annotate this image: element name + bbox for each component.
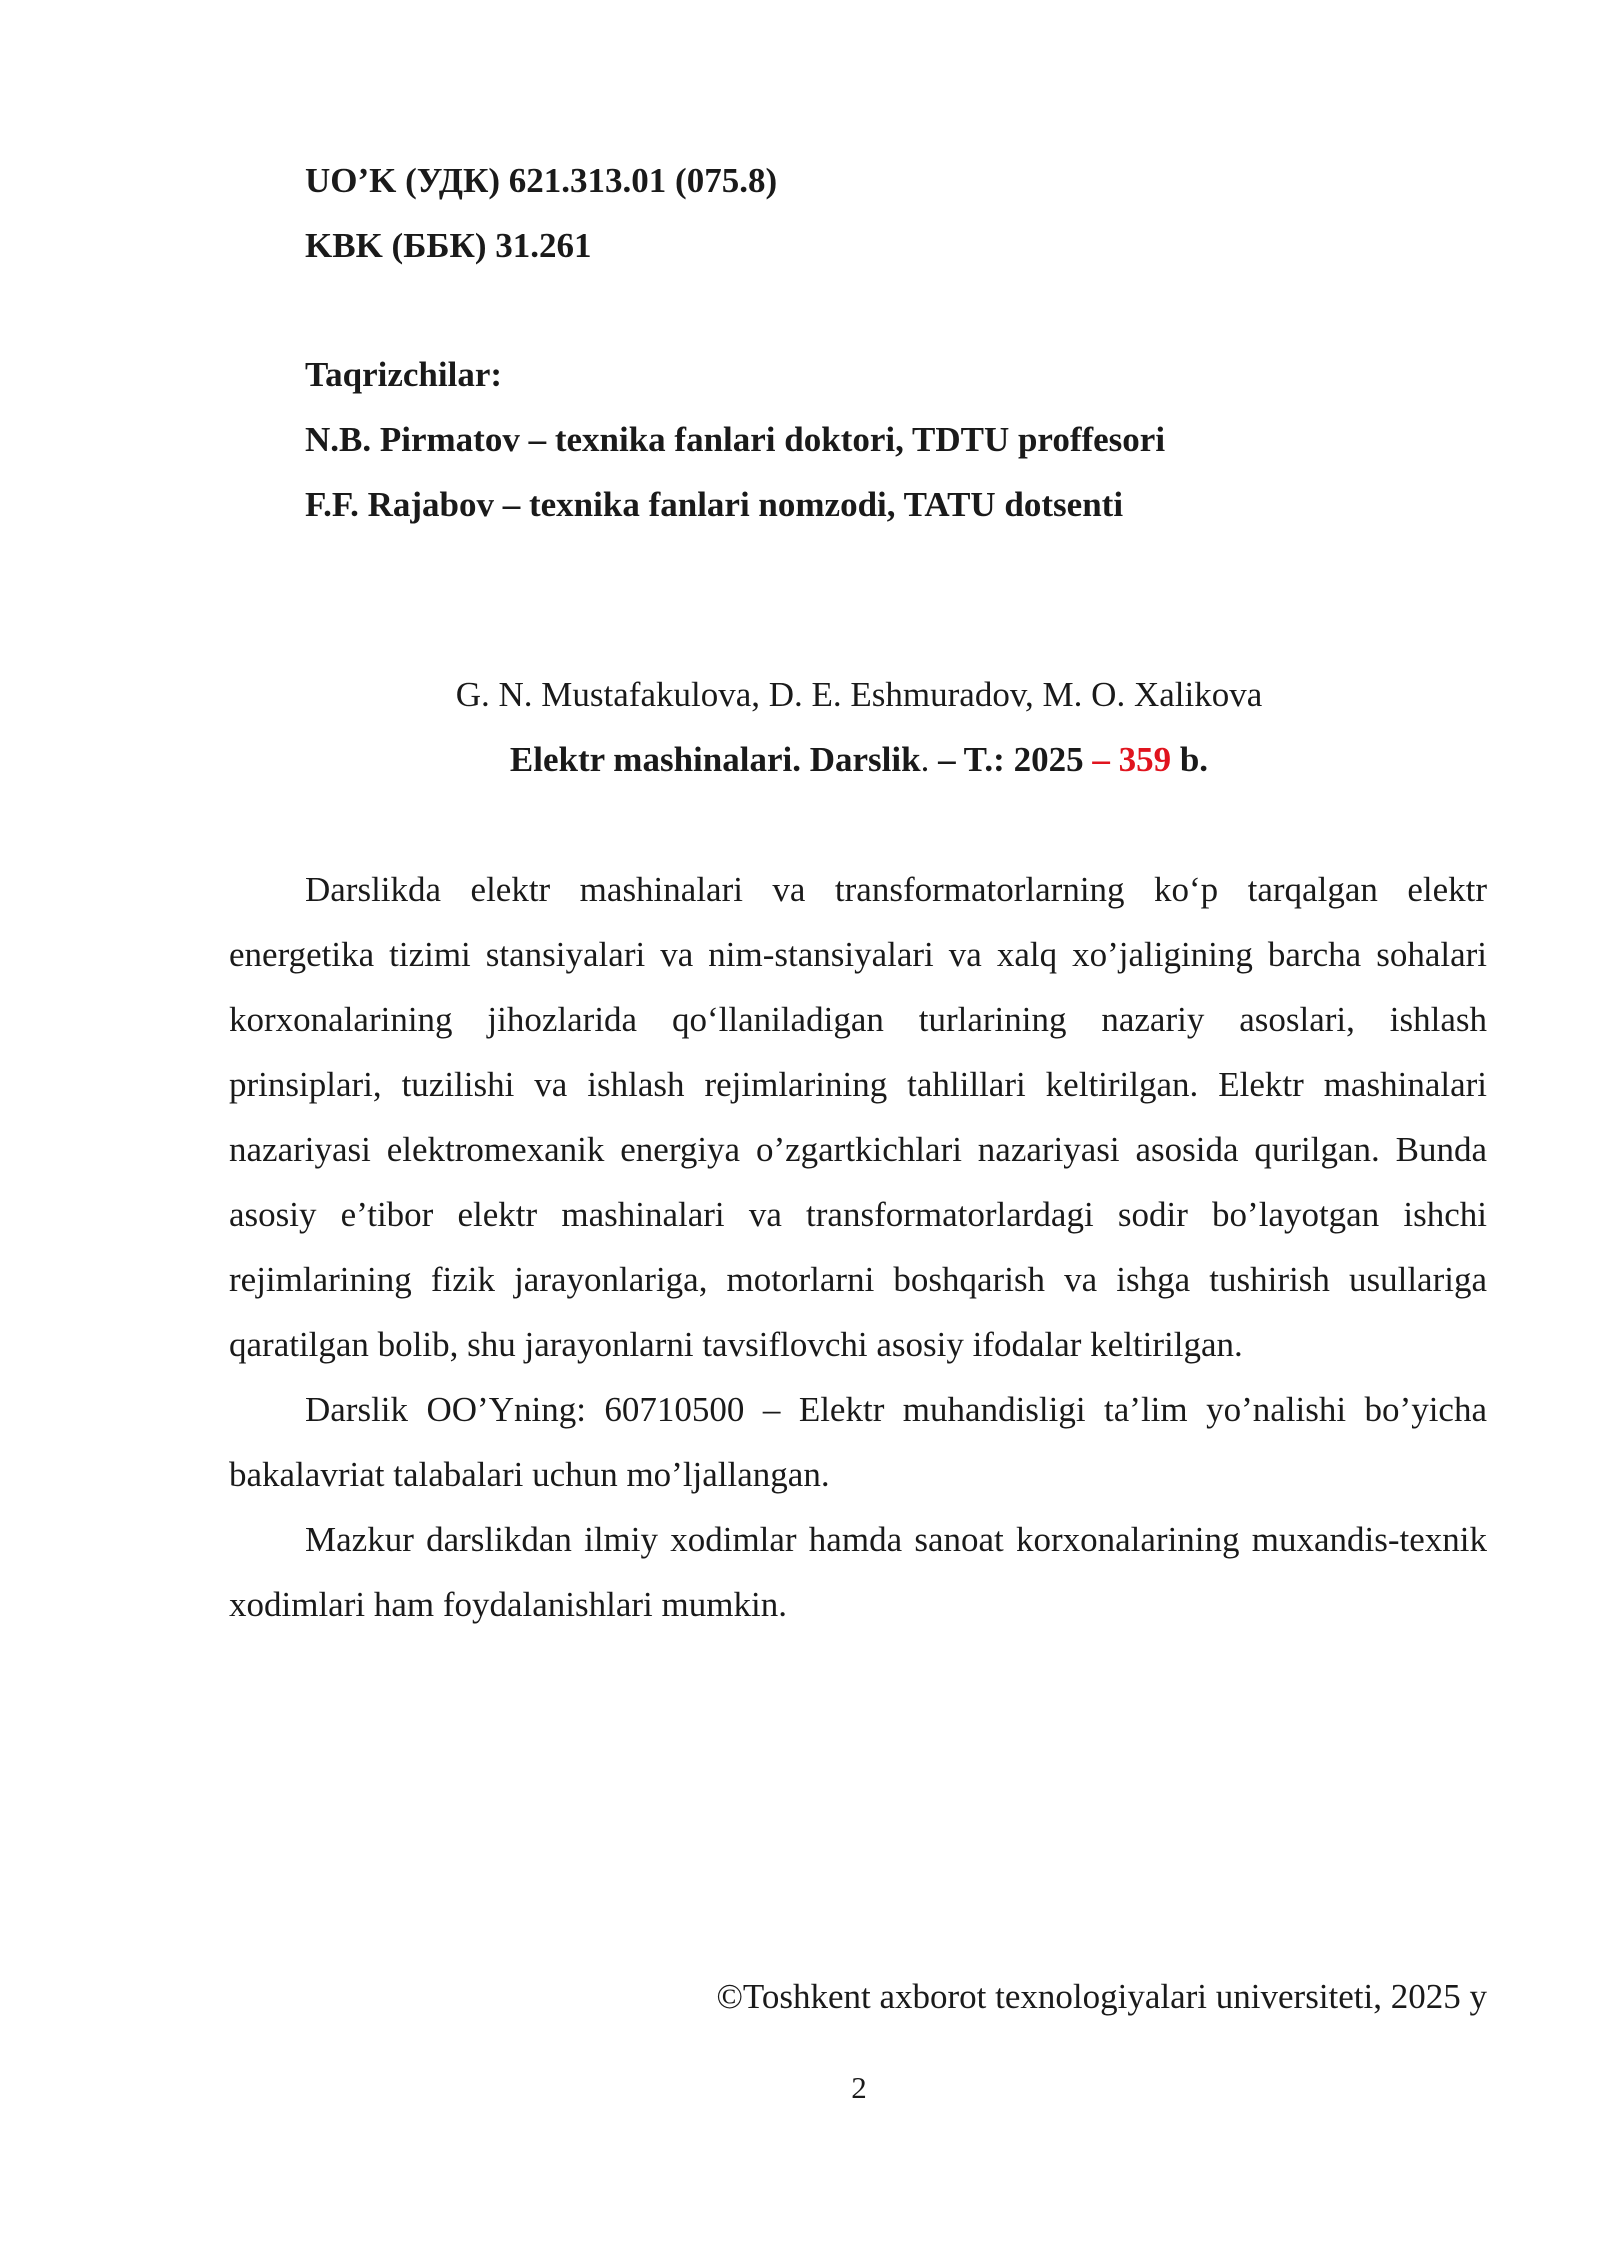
bbk-code: KBK (ББК) 31.261 [305,226,592,265]
reviewers-title: Taqrizchilar: [305,355,503,394]
page-number: 2 [851,2070,867,2105]
abstract-paragraph: Darslik OO’Yning: 60710500 – Elektr muhandisligi ta’lim yo’nalishi bo’yicha bakalavriat talabalari uchun mo’ljallangan. [229,1390,1487,1494]
page-count: 359 [1118,740,1172,779]
reviewer-item: N.B. Pirmatov – texnika fanlari doktori, TDTU proffesori [305,420,1166,459]
copyright-notice: ©Toshkent axborot texnologiyalari universiteti, 2025 y [716,1977,1487,2016]
abstract-paragraph: Darslikda elektr mashinalari va transformatorlarning ko‘p tarqalgan elektr energetika tizimi stansiyalari va nim-stansiyalari va xalq xo’jaligining barcha sohalari korxonalarining jihozlarida qo‘llaniladigan turlarining nazariy asoslari, ishlash prinsiplari, tuzilishi va ishlash rejimlarining tahlillari keltirilgan. Elektr mashinalari nazariyasi elektromexanik energiya o’zgartkichlari nazariyasi asosida qurilgan. Bunda asosiy e’tibor elektr mashinalari va transformatorlardagi sodir bo’layotgan ishchi rejimlarining fizik jarayonlariga, motorlarni boshqarish va ishga tushirish usullariga qaratilgan bolib, shu jarayonlarni tavsiflovchi asosiy ifodalar keltirilgan. [229,870,1487,1364]
abstract [229,857,1487,1637]
reviewers-section [305,342,1165,537]
page-count-suffix: b. [1171,740,1209,779]
book-citation [0,727,1600,792]
book-authors: G. N. Mustafakulova, D. E. Eshmuradov, M. O. Xalikova [455,675,1263,714]
abstract-paragraph: Mazkur darslikdan ilmiy xodimlar hamda sanoat korxonalarining muxandis-texnik xodimlari ham foydalanishlari mumkin. [229,1520,1487,1624]
place-year: – T.: 2025 [929,740,1093,779]
book-title: Elektr mashinalari. Darslik [509,740,921,779]
classification-codes [305,148,777,278]
reviewer-item: F.F. Rajabov – texnika fanlari nomzodi, TATU dotsenti [305,485,1124,524]
citation-dot: . [920,740,930,779]
citation-dash: – [1092,740,1119,779]
udc-code: UO’K (УДК) 621.313.01 (075.8) [305,161,778,200]
